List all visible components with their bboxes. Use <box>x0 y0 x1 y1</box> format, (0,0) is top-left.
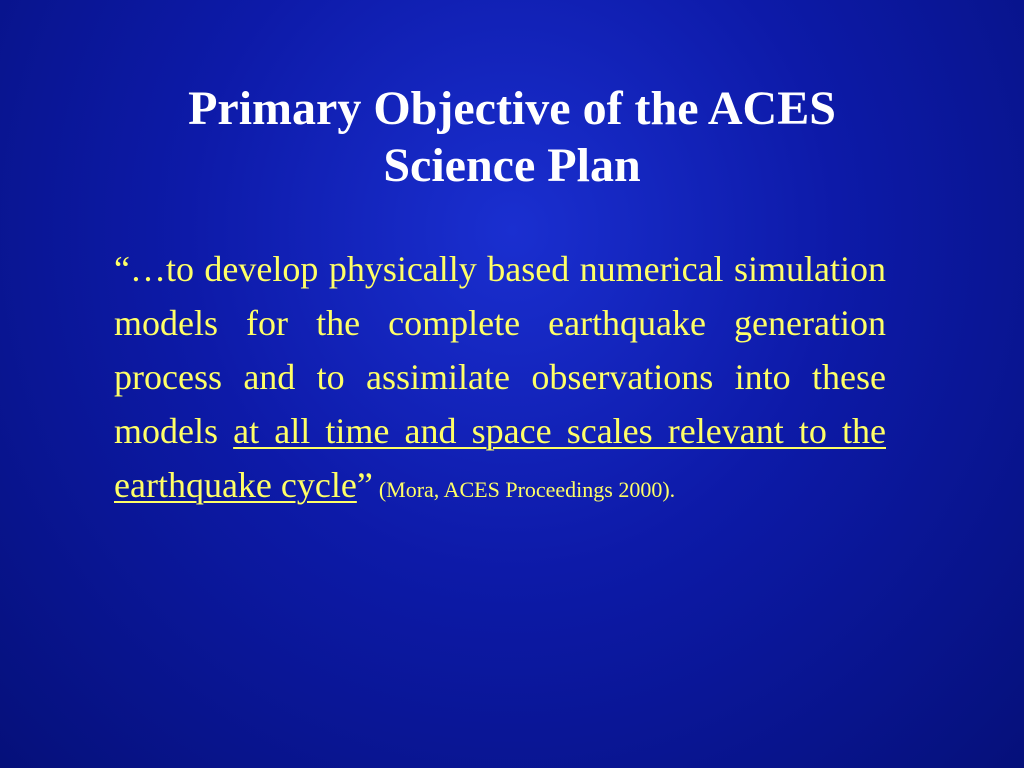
slide-title <box>0 80 1024 194</box>
quote-text: “…to develop physically based numerical simulation models for the complete earthquake generation process and to assimilate observations into these models <box>114 249 886 451</box>
title-line-1: Primary Objective of the ACES <box>188 82 836 135</box>
objective-quote <box>114 242 886 517</box>
quote-underlined-text: at all time and space scales relevant to the earthquake cycle <box>114 411 886 505</box>
quote-close-mark: ” <box>356 465 373 505</box>
citation: (Mora, ACES Proceedings 2000). <box>378 477 676 502</box>
title-line-2: Science Plan <box>383 139 641 192</box>
